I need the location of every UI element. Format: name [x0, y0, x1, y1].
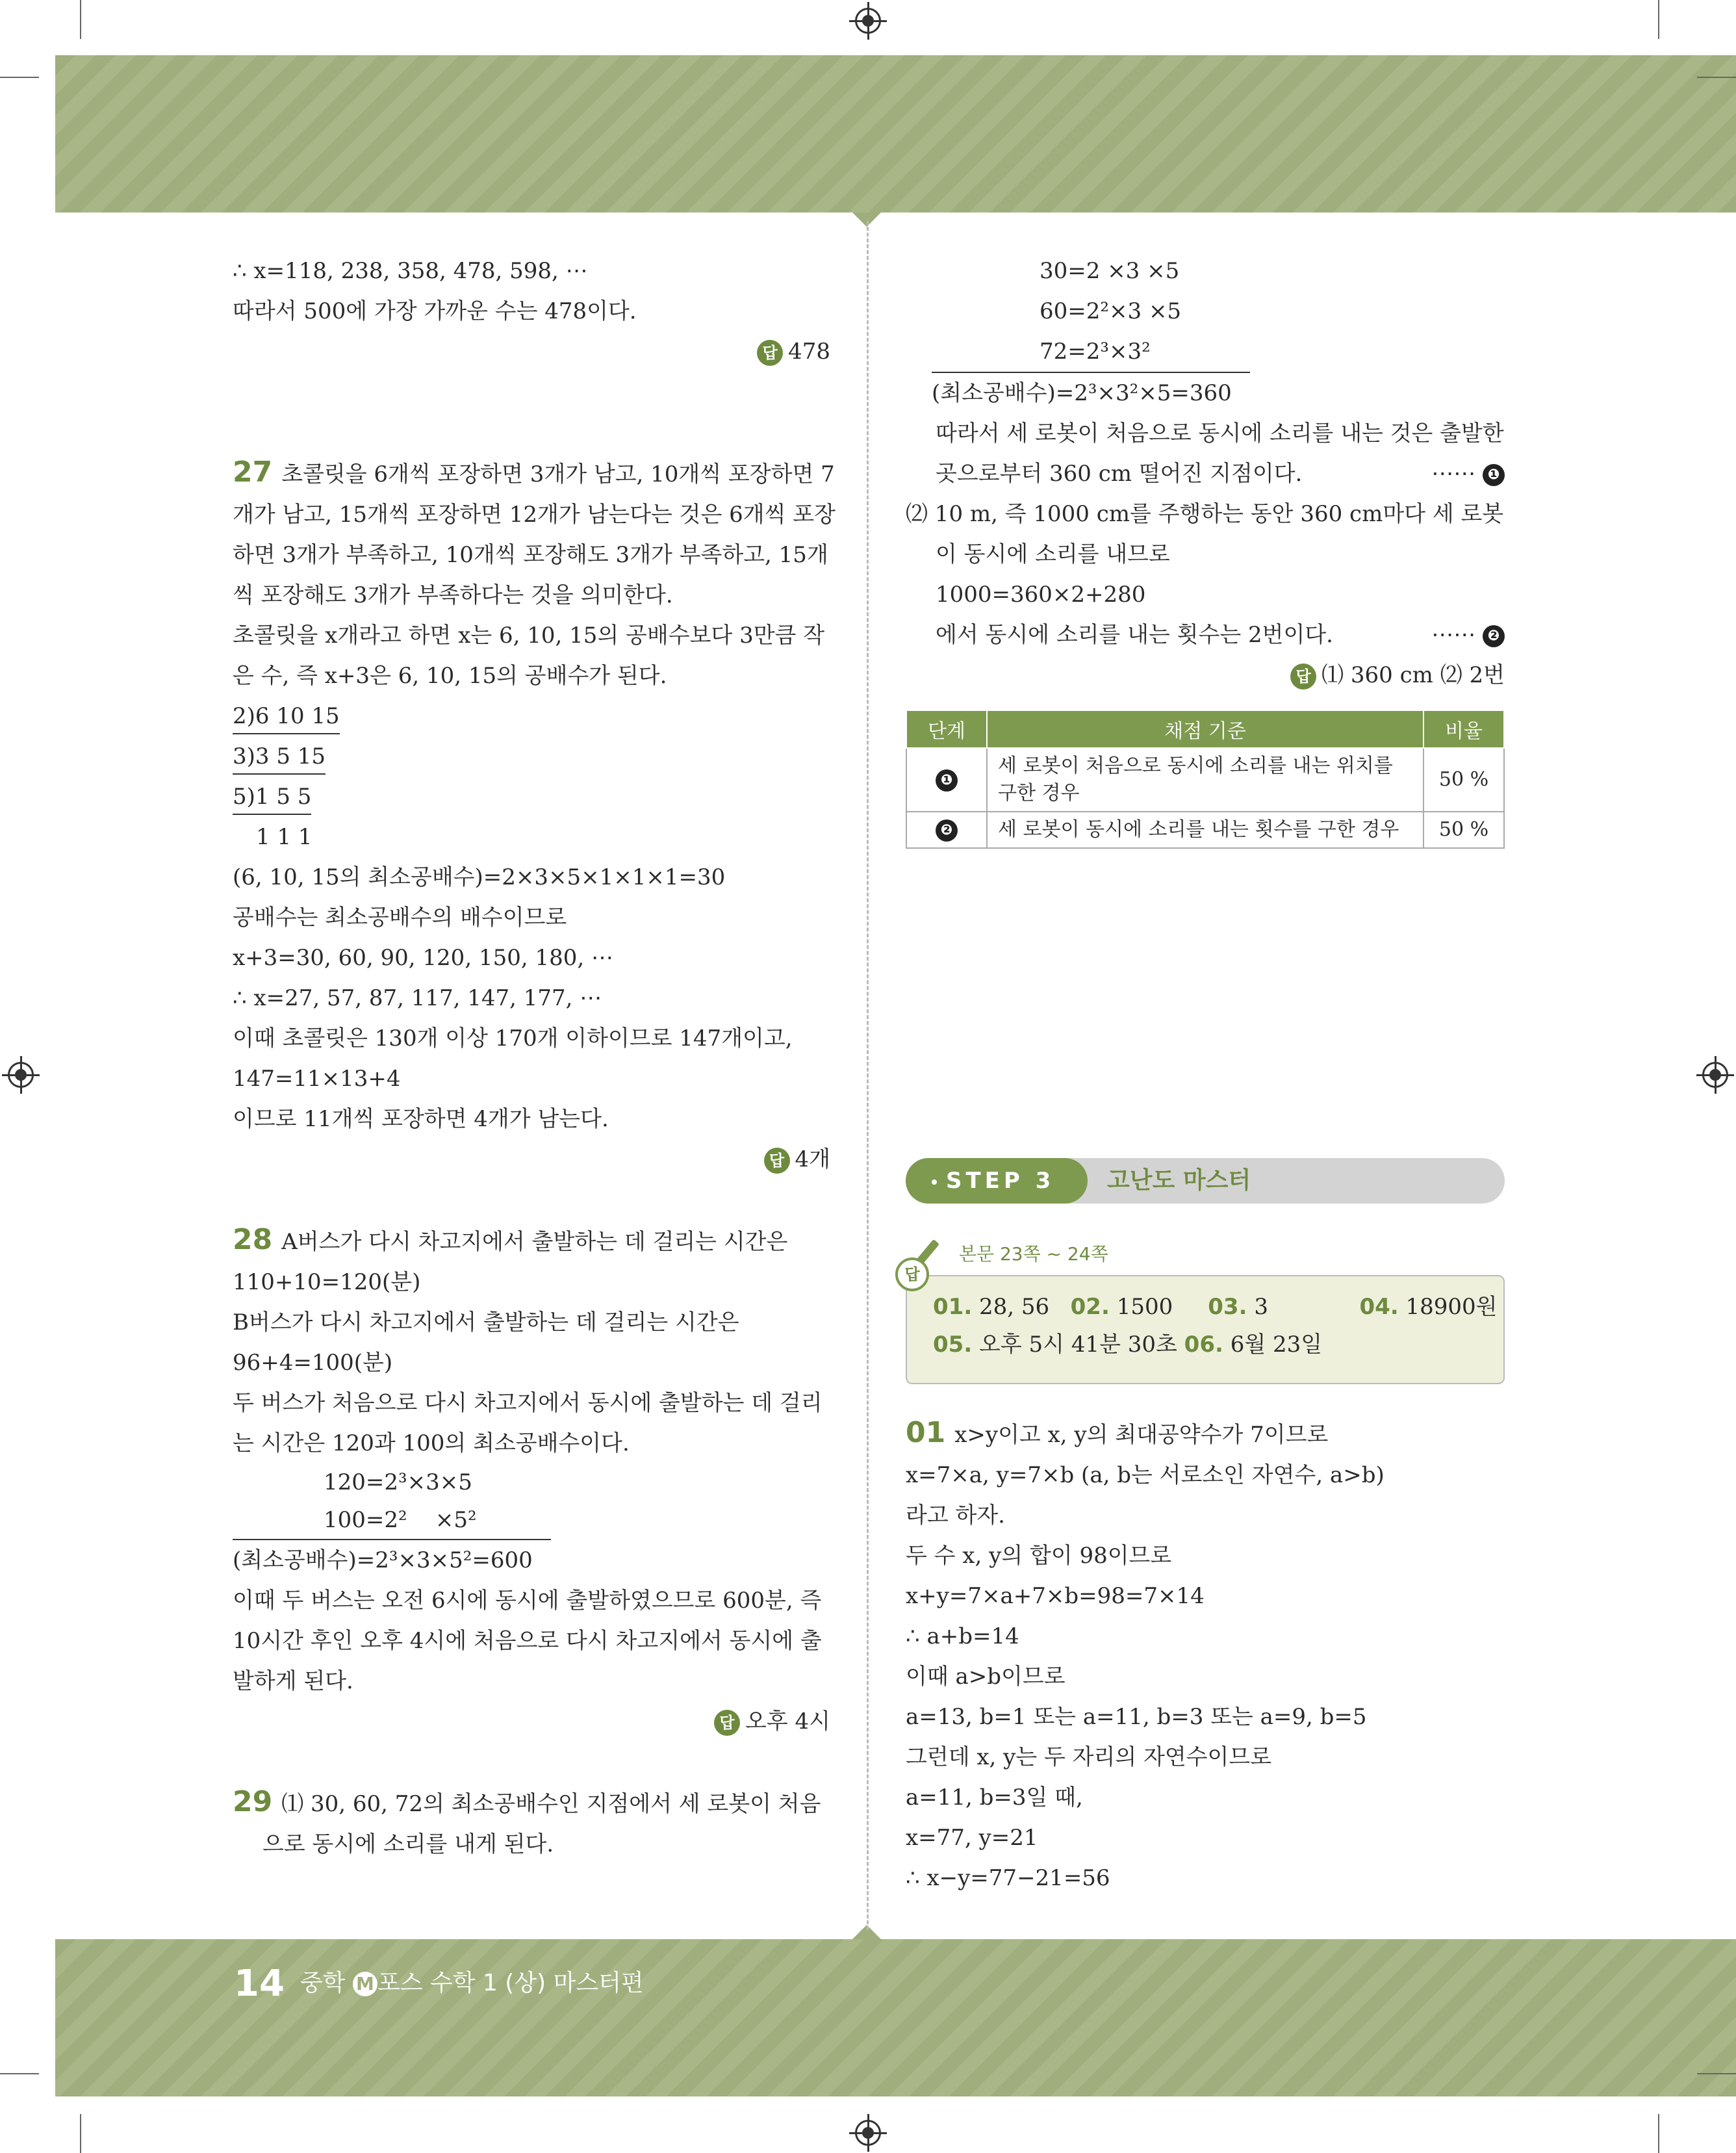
table-cell: 50 %: [1423, 748, 1504, 812]
question-01: [906, 1413, 1505, 1898]
answer-line: [906, 655, 1505, 695]
brand-m-icon: M: [353, 1972, 377, 1996]
text-line: [906, 454, 1505, 494]
division-text: 3)3 5 15: [233, 740, 326, 775]
text-line: 초콜릿을 6개씩 포장하면 3개가 남고, 10개씩 포장하면 7: [281, 461, 835, 487]
text-line: ∴ x=118, 238, 358, 478, 598, ⋯: [233, 258, 588, 284]
text-line: 으로 동시에 소리를 내게 된다.: [262, 1831, 554, 1857]
text-line: 씩 포장해도 3개가 부족하다는 것을 의미한다.: [233, 582, 673, 608]
text-line: 이때 a>b이므로: [906, 1664, 1066, 1690]
lcm-line: 72=2³×3²: [1040, 339, 1151, 365]
text-line: 이므로 11개씩 포장하면 4개가 남는다.: [233, 1106, 609, 1132]
book-prefix: 중학: [300, 1970, 346, 1996]
question-01-line: [906, 1413, 1505, 1455]
step-title: 고난도 마스터: [1107, 1167, 1251, 1194]
division-text: 2)6 10 15: [233, 699, 340, 734]
answer-icon: 답: [1290, 664, 1316, 690]
lcm-line: 100=2² ×5²: [324, 1507, 477, 1533]
division-text: 5)1 5 5: [233, 780, 311, 815]
answer-row: [933, 1288, 1498, 1326]
text-line-content: 곳으로부터 360 cm 떨어진 지점이다.: [936, 461, 1303, 487]
text-line: 두 수 x, y의 합이 98이므로: [906, 1543, 1172, 1569]
division-row: [233, 696, 830, 736]
division-row: [233, 736, 830, 777]
text-line: 따라서 세 로봇이 처음으로 동시에 소리를 내는 것은 출발한: [936, 420, 1504, 446]
text-line: 이 동시에 소리를 내므로: [936, 541, 1170, 567]
crop-mark: [80, 0, 81, 39]
page-reference: 본문 23쪽 ~ 24쪽: [959, 1243, 1108, 1265]
crop-mark: [1697, 77, 1736, 78]
answer-value: 478: [788, 339, 830, 365]
dots: ⋯⋯: [1431, 461, 1476, 487]
registration-mark-icon: [855, 8, 881, 34]
question-number: 01: [906, 1416, 946, 1449]
text-line: 이때 두 버스는 오전 6시에 동시에 출발하였으므로 600분, 즉: [233, 1588, 822, 1614]
crop-mark: [1658, 2114, 1659, 2153]
dot-icon: [932, 1180, 937, 1185]
crop-mark: [80, 2114, 81, 2153]
text-line: A버스가 다시 차고지에서 출발하는 데 걸리는 시간은: [281, 1229, 788, 1255]
question-27-line: [233, 452, 835, 495]
answer-value: 오후 4시: [745, 1708, 830, 1734]
answer-value: 오후 5시 41분 30초: [979, 1332, 1177, 1358]
crop-mark: [0, 2073, 39, 2074]
answer-icon: 답: [714, 1710, 740, 1736]
division-text: 1 1 1: [256, 824, 313, 850]
table-row: [906, 748, 1504, 812]
text-line: x>y이고 x, y의 최대공약수가 7이므로: [954, 1422, 1329, 1448]
answer-icon: 답: [757, 340, 783, 366]
text-line: 초콜릿을 x개라고 하면 x는 6, 10, 15의 공배수보다 3만큼 작: [233, 623, 825, 649]
text-line: ⑴ 30, 60, 72의 최소공배수인 지점에서 세 로봇이 처음: [281, 1791, 821, 1817]
text-line: 두 버스가 처음으로 다시 차고지에서 동시에 출발하는 데 걸리: [233, 1390, 823, 1416]
answer-number: 01.: [933, 1294, 973, 1320]
text-line: 96+4=100(분): [233, 1350, 393, 1376]
step-pill: [906, 1158, 1088, 1204]
text-line: a=13, b=1 또는 a=11, b=3 또는 a=9, b=5: [906, 1704, 1367, 1730]
answer-value: 3: [1254, 1294, 1268, 1320]
text-line-content: 에서 동시에 소리를 내는 횟수는 2번이다.: [936, 622, 1333, 648]
text-line: 147=11×13+4: [233, 1066, 401, 1092]
answer-value: 6월 23일: [1230, 1332, 1323, 1358]
dots: ⋯⋯: [1431, 622, 1476, 648]
page-number: 14: [234, 1963, 285, 2005]
answer-number: 02.: [1070, 1294, 1110, 1320]
text-line: ∴ x−y=77−21=56: [906, 1865, 1110, 1891]
step-label: STEP: [946, 1168, 1024, 1194]
table-cell: 50 %: [1423, 812, 1504, 848]
text-line: x+3=30, 60, 90, 120, 150, 180, ⋯: [233, 945, 613, 971]
text-line: [906, 615, 1505, 655]
answer-number: 06.: [1184, 1332, 1223, 1358]
text-line: 이때 초콜릿은 130개 이상 170개 이하이므로 147개이고,: [233, 1025, 793, 1051]
text-line: 따라서 500에 가장 가까운 수는 478이다.: [233, 298, 637, 324]
lcm-line: 60=2²×3 ×5: [1040, 298, 1182, 324]
text-line: 그런데 x, y는 두 자리의 자연수이므로: [906, 1744, 1272, 1770]
division-row: [233, 777, 830, 817]
text-line: 발하게 된다.: [233, 1668, 353, 1694]
answer-value: 4개: [795, 1146, 830, 1172]
lcm-line: 120=2³×3×5: [324, 1469, 472, 1495]
answer-number: 05.: [933, 1332, 973, 1358]
question-number: 29: [233, 1785, 273, 1818]
text-line: 1000=360×2+280: [936, 582, 1146, 608]
crop-mark: [1697, 2073, 1736, 2074]
text-line: x+y=7×a+7×b=98=7×14: [906, 1583, 1205, 1609]
text-line: ⑵ 10 m, 즉 1000 cm를 주행하는 동안 360 cm마다 세 로봇: [906, 501, 1504, 527]
right-column: [906, 251, 1505, 695]
question-number: 27: [233, 456, 273, 489]
step-header: [906, 1158, 1505, 1204]
step-2-marker: ❷: [936, 819, 958, 842]
registration-mark-icon: [8, 1062, 34, 1088]
text-line: ∴ x=27, 57, 87, 117, 147, 177, ⋯: [233, 985, 602, 1011]
answer-box: [906, 1275, 1505, 1384]
text-line: 하면 3개가 부족하고, 10개씩 포장해도 3개가 부족하고, 15개: [233, 542, 828, 568]
scoring-table: [906, 710, 1505, 849]
crop-mark: [1658, 0, 1659, 39]
text-line: 공배수는 최소공배수의 배수이므로: [233, 905, 567, 931]
left-column: [233, 251, 836, 1864]
footer-band: [55, 1939, 1736, 2096]
step-1-marker: ❶: [1483, 464, 1505, 486]
mark-2: [1431, 615, 1505, 655]
text-line: x=77, y=21: [906, 1825, 1038, 1851]
text-line: 은 수, 즉 x+3은 6, 10, 15의 공배수가 된다.: [233, 663, 667, 689]
answer-icon: 답: [764, 1148, 790, 1174]
book-title: 포스 수학 1 (상) 마스터편: [377, 1970, 644, 1996]
crop-mark: [0, 77, 39, 78]
answer-line: [233, 1701, 830, 1742]
answer-line: [233, 1139, 830, 1180]
question-28-line: [233, 1220, 830, 1262]
table-row: [906, 812, 1504, 848]
text-line: 110+10=120(분): [233, 1269, 421, 1295]
table-header: 비율: [1423, 710, 1504, 748]
answer-number: 04.: [1359, 1294, 1399, 1320]
table-cell: [906, 748, 987, 812]
lcm-result: (최소공배수)=2³×3²×5=360: [932, 372, 1250, 413]
question-29-line: [233, 1782, 830, 1824]
table-cell: [906, 812, 987, 848]
table-header: 단계: [906, 710, 987, 748]
text-line: B버스가 다시 차고지에서 출발하는 데 걸리는 시간은: [233, 1309, 739, 1335]
answer-value: 28, 56: [979, 1294, 1050, 1320]
text-line: 라고 하자.: [906, 1502, 1005, 1528]
text-line: 10시간 후인 오후 4시에 처음으로 다시 차고지에서 동시에 출: [233, 1628, 822, 1654]
answer-value: 1500: [1116, 1294, 1173, 1320]
step-number: 3: [1035, 1168, 1055, 1194]
answer-row: [933, 1326, 1477, 1363]
lcm-line: 30=2 ×3 ×5: [1040, 258, 1180, 284]
column-divider: [867, 221, 869, 1930]
text-line: (6, 10, 15의 최소공배수)=2×3×5×1×1×1=30: [233, 864, 726, 890]
answer-value: 18900원: [1405, 1294, 1498, 1320]
answer-number: 03.: [1208, 1294, 1247, 1320]
mark-1: [1431, 454, 1505, 494]
registration-mark-icon: [855, 2120, 881, 2146]
text-line: 는 시간은 120과 100의 최소공배수이다.: [233, 1430, 630, 1456]
text-line: ∴ a+b=14: [906, 1623, 1019, 1649]
text-line: a=11, b=3일 때,: [906, 1785, 1083, 1811]
text-line: x=7×a, y=7×b (a, b는 서로소인 자연수, a>b): [906, 1462, 1385, 1488]
answer-value: ⑴ 360 cm ⑵ 2번: [1321, 662, 1505, 688]
lcm-result: (최소공배수)=2³×3×5²=600: [233, 1539, 551, 1580]
table-cell: 세 로봇이 동시에 소리를 내는 횟수를 구한 경우: [987, 812, 1423, 848]
answer-badge-icon: 답: [895, 1257, 929, 1291]
table-cell: 세 로봇이 처음으로 동시에 소리를 내는 위치를 구한 경우: [987, 748, 1423, 812]
registration-mark-icon: [1702, 1062, 1728, 1088]
step-2-marker: ❷: [1483, 625, 1505, 647]
text-line: 개가 남고, 15개씩 포장하면 12개가 남는다는 것은 6개씩 포장: [233, 502, 836, 528]
header-band: [55, 55, 1736, 213]
page-footer: [234, 1964, 644, 2004]
step-1-marker: ❶: [936, 769, 958, 792]
answer-line: [233, 331, 830, 372]
division-row: [233, 817, 830, 857]
table-header: 채점 기준: [987, 710, 1423, 748]
question-number: 28: [233, 1223, 273, 1256]
